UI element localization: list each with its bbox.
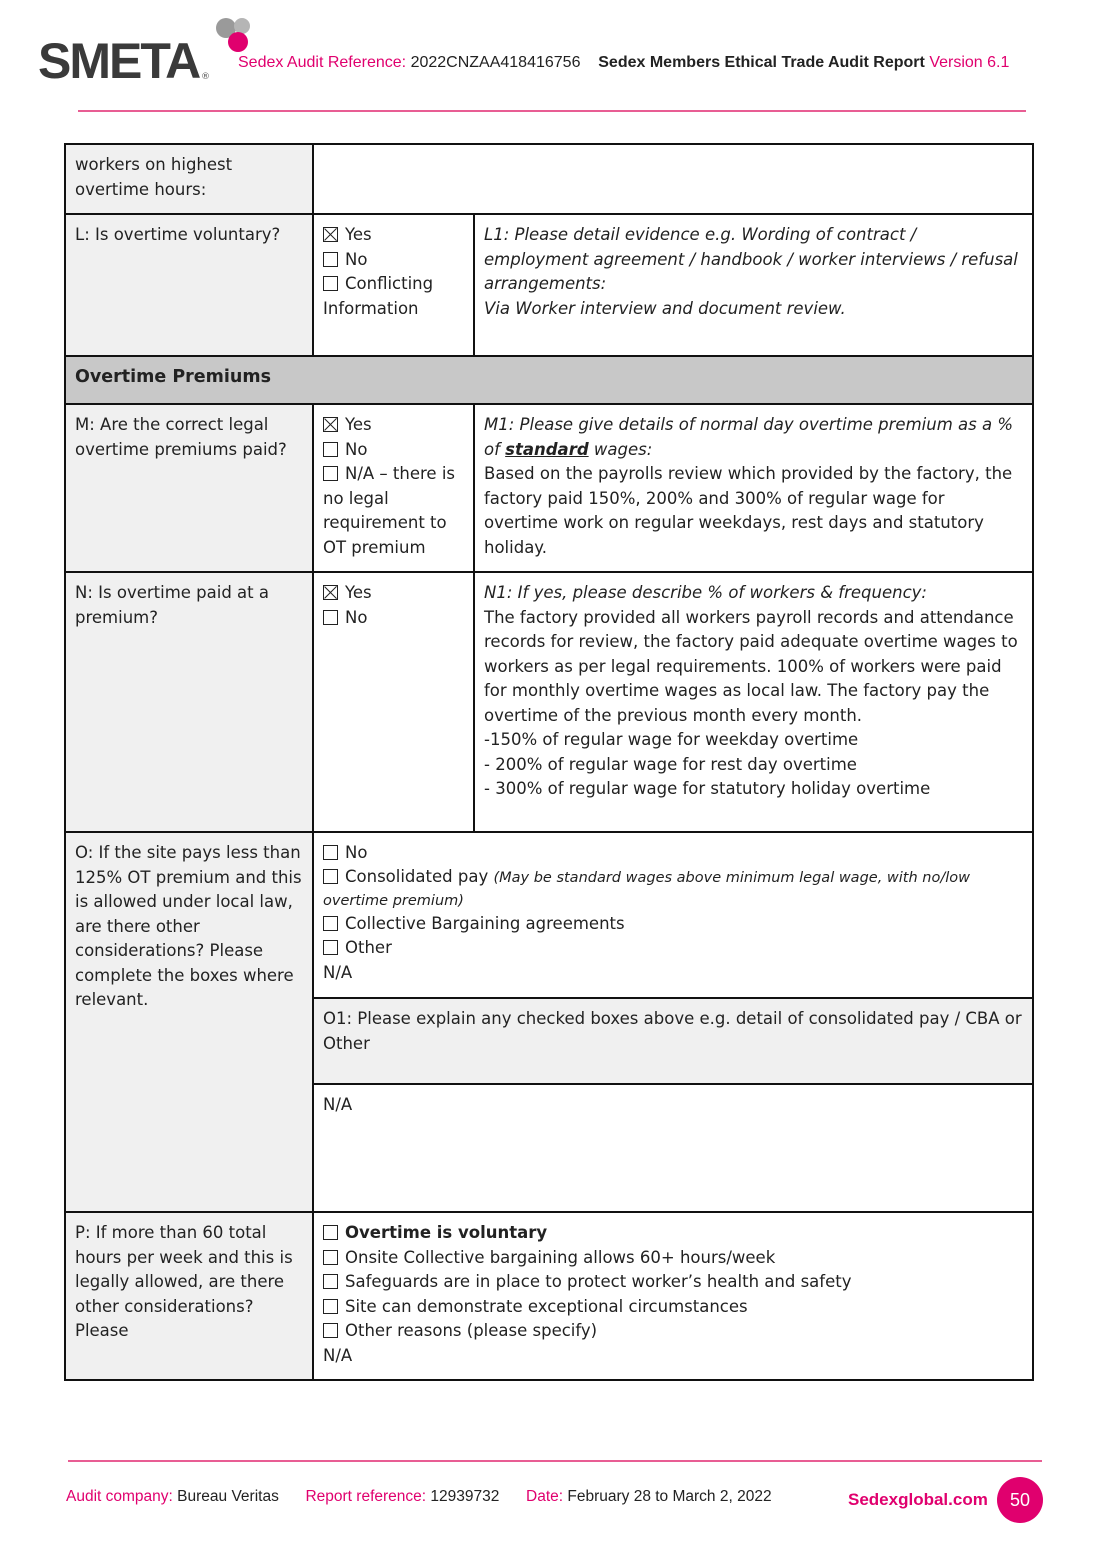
checkbox-icon[interactable] xyxy=(323,610,338,625)
question-N: N: Is overtime paid at a premium? xyxy=(65,572,313,832)
table-row xyxy=(65,1212,1033,1380)
checkbox-icon[interactable] xyxy=(323,1323,338,1338)
list-item: -150% of regular wage for weekday overtime xyxy=(484,730,859,749)
checkbox-checked-icon[interactable] xyxy=(323,227,338,242)
sub-answer-O1: N/A xyxy=(313,1084,1033,1212)
audit-company-label: Audit company: xyxy=(66,1488,173,1505)
audit-ref-value: 2022CNZAA418416756 xyxy=(410,54,581,71)
answer-cell xyxy=(313,144,1033,214)
page-header xyxy=(38,14,1038,94)
checkbox-icon[interactable] xyxy=(323,845,338,860)
checkbox-icon[interactable] xyxy=(323,1225,338,1240)
checkbox-icon[interactable] xyxy=(323,1274,338,1289)
sub-prompt-O1: O1: Please explain any checked boxes above e.g. detail of consolidated pay / CBA or Other xyxy=(313,998,1033,1084)
page-number-badge: 50 xyxy=(997,1477,1043,1523)
report-title: Sedex Members Ethical Trade Audit Report xyxy=(598,54,925,71)
header-text xyxy=(238,54,1009,72)
detail-N xyxy=(474,572,1033,832)
detail-prompt: N1: If yes, please describe % of workers & frequency: xyxy=(484,583,927,602)
checkbox-checked-icon[interactable] xyxy=(323,585,338,600)
smeta-logo: SMETA xyxy=(38,33,200,89)
detail-answer: Via Worker interview and document review. xyxy=(484,298,846,318)
options-O: No Consolidated pay (May be standard wages above minimum legal wage, with no/low overtime premium) Collective Bargaining agreements Other N/A xyxy=(313,832,1033,998)
audit-ref-label: Sedex Audit Reference: xyxy=(238,54,407,71)
table-row xyxy=(65,572,1033,832)
question-M: M: Are the correct legal overtime premiums paid? xyxy=(65,404,313,572)
list-item: - 300% of regular wage for statutory holiday overtime xyxy=(484,779,931,798)
checkbox-icon[interactable] xyxy=(323,1299,338,1314)
checkbox-icon[interactable] xyxy=(323,276,338,291)
checkbox-icon[interactable] xyxy=(323,940,338,955)
detail-answer: The factory provided all workers payroll records and attendance records for review, the factory paid adequate overtime wages to workers as per legal requirements. 100% of workers were paid for monthly overtime wages as local law. The factory pay the overtime of the previous month every month. xyxy=(484,607,1018,725)
table-row xyxy=(65,144,1033,214)
answer-text: N/A xyxy=(323,962,353,982)
checkbox-icon[interactable] xyxy=(323,252,338,267)
sedex-link[interactable]: Sedexglobal.com xyxy=(848,1490,988,1509)
options-N: Yes No xyxy=(313,572,474,832)
answer-text: N/A xyxy=(323,1345,353,1365)
question-L: L: Is overtime voluntary? xyxy=(65,214,313,356)
header-divider xyxy=(78,110,1026,112)
options-M: Yes No N/A – there is no legal requirement to OT premium xyxy=(313,404,474,572)
footer-divider xyxy=(68,1460,1042,1462)
date-label: Date: xyxy=(526,1488,564,1505)
options-L: Yes No Conflicting Information xyxy=(313,214,474,356)
checkbox-icon[interactable] xyxy=(323,1250,338,1265)
checkbox-icon[interactable] xyxy=(323,442,338,457)
table-row xyxy=(65,214,1033,356)
question-O: O: If the site pays less than 125% OT premium and this is allowed under local law, are there other considerations? Please complete the boxes where relevant. xyxy=(65,832,313,1212)
audit-company-value: Bureau Veritas xyxy=(177,1488,279,1505)
question-P: P: If more than 60 total hours per week and this is legally allowed, are there other considerations? Please xyxy=(65,1212,313,1380)
checkbox-icon[interactable] xyxy=(323,869,338,884)
page-footer xyxy=(66,1488,772,1506)
question-cell: workers on highest overtime hours: xyxy=(65,144,313,214)
report-ref-label: Report reference: xyxy=(305,1488,427,1505)
detail-L xyxy=(474,214,1033,356)
checkbox-checked-icon[interactable] xyxy=(323,417,338,432)
overtime-table xyxy=(64,143,1034,1381)
table-row xyxy=(65,404,1033,572)
date-value: February 28 to March 2, 2022 xyxy=(567,1488,772,1505)
checkbox-icon[interactable] xyxy=(323,916,338,931)
list-item: - 200% of regular wage for rest day overtime xyxy=(484,754,857,774)
detail-prompt: L1: Please detail evidence e.g. Wording of contract / employment agreement / handbook / worker interviews / refusal arrangements: xyxy=(484,225,1018,293)
detail-answer: Based on the payrolls review which provided by the factory, the factory paid 150%, 200% and 300% of regular wage for overtime work on regular weekdays, rest days and statutory holiday. xyxy=(484,464,1013,557)
options-P: Overtime is voluntary Onsite Collective bargaining allows 60+ hours/week Safeguards are in place to protect worker’s health and safety Site can demonstrate exceptional circumstances Other reasons (please specify) N/A xyxy=(313,1212,1033,1380)
detail-M xyxy=(474,404,1033,572)
checkbox-icon[interactable] xyxy=(323,466,338,481)
table-row xyxy=(65,832,1033,998)
report-ref-value: 12939732 xyxy=(430,1488,500,1505)
detail-prompt: M1: Please give details of normal day overtime premium as a % of standard wages: xyxy=(484,415,1013,459)
table-row xyxy=(65,356,1033,404)
section-title: Overtime Premiums xyxy=(65,356,1033,404)
registered-mark: ® xyxy=(201,72,210,82)
report-version: Version 6.1 xyxy=(929,54,1010,71)
